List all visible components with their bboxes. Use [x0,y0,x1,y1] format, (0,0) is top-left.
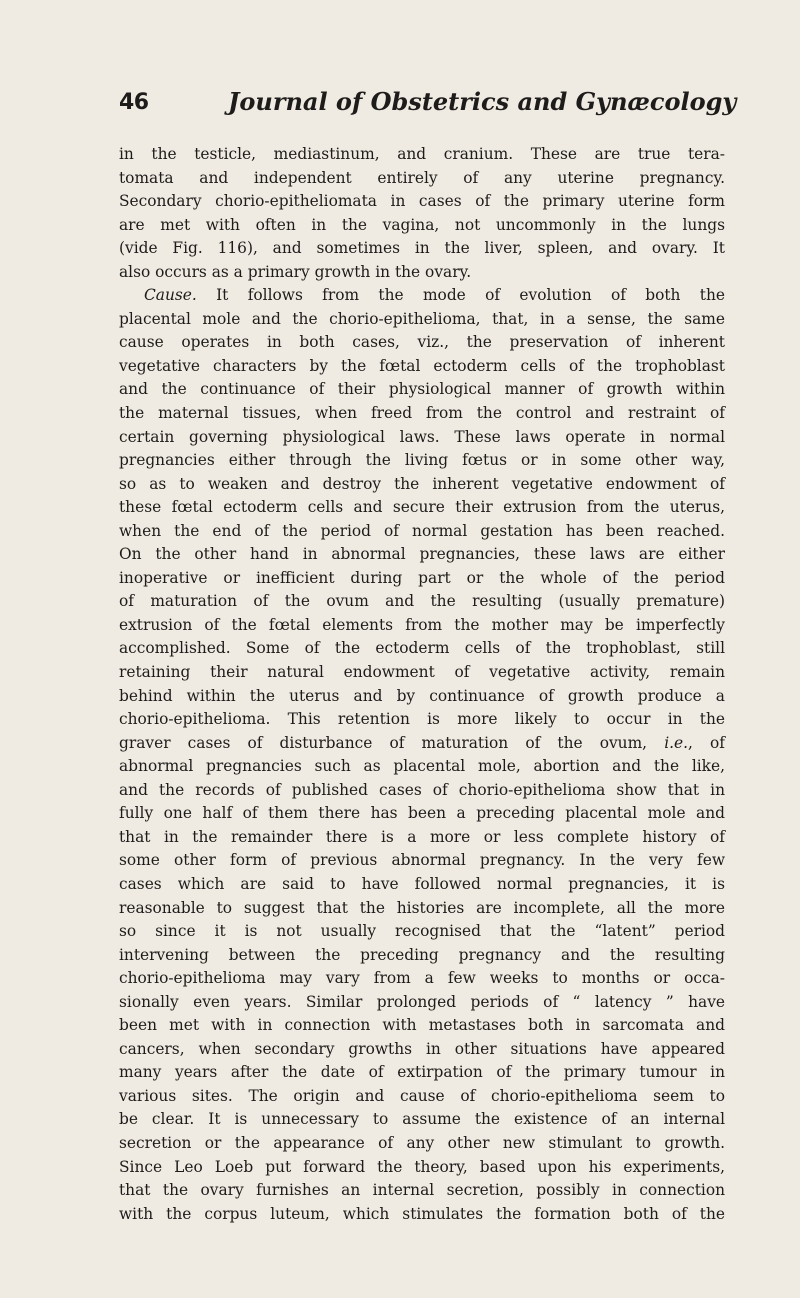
text-line: abnormal pregnancies such as placental mole, abortion and the like, [119,757,725,776]
text-line: certain governing physiological laws. These laws operate in normal [119,427,725,446]
paragraph-2 [119,284,725,1226]
text-line: vegetative characters by the fœtal ectoderm cells of the trophoblast [119,356,725,375]
text-line: these fœtal ectoderm cells and secure their extrusion from the uterus, [119,498,725,517]
text-line: the maternal tissues, when freed from the control and restraint of [119,404,725,423]
text-line: chorio-epithelioma. This retention is more likely to occur in the [119,710,725,729]
text-line: cause operates in both cases, viz., the preservation of inherent [119,333,725,352]
text-line: On the other hand in abnormal pregnancies, these laws are either [119,545,725,564]
text-line: so as to weaken and destroy the inherent vegetative endowment of [119,474,725,493]
text-line: accomplished. Some of the ectoderm cells of the trophoblast, still [119,639,725,658]
text-line: many years after the date of extirpation of the primary tumour in [119,1063,725,1082]
text-line: are met with often in the vagina, not uncommonly in the lungs [119,215,725,234]
text-line: also occurs as a primary growth in the ovary. [119,262,472,281]
paragraph-2-first-line [119,284,725,308]
text-line: with the corpus luteum, which stimulates the formation both of the [119,1204,725,1223]
text-line: so since it is not usually recognised that the “latent” period [119,922,725,941]
text-line: extrusion of the fœtal elements from the mother may be imperfectly [119,615,725,634]
text-line: secretion or the appearance of any other new stimulant to growth. [119,1133,725,1152]
text-line: that the ovary furnishes an internal secretion, possibly in connection [119,1181,725,1200]
text-line: (vide Fig. 116), and sometimes in the liver, spleen, and ovary. It [119,239,725,258]
text-line: in the testicle, mediastinum, and cranium. These are true tera- [119,145,725,163]
text-line: tomata and independent entirely of any uterine pregnancy. [119,168,725,187]
text-line: pregnancies either through the living fœtus or in some other way, [119,451,725,470]
text-line: and the records of published cases of chorio-epithelioma show that in [119,780,725,799]
text-line: sionally even years. Similar prolonged periods of “ latency ” have [119,992,725,1011]
running-title: Journal of Obstetrics and Gynæcology [228,87,737,116]
text-line: chorio-epithelioma may vary from a few weeks to months or occa- [119,969,725,988]
text-line [119,732,725,756]
page-number: 46 [119,90,149,115]
text-line: inoperative or inefficient during part or the whole of the period [119,568,725,587]
text-line: that in the remainder there is a more or less complete history of [119,827,725,846]
text-line: be clear. It is unnecessary to assume the existence of an internal [119,1110,725,1129]
text-line: It follows from the mode of evolution of both the [196,286,725,305]
text-line: various sites. The origin and cause of chorio-epithelioma seem to [119,1086,725,1105]
text-line: Since Leo Loeb put forward the theory, based upon his experiments, [119,1157,725,1176]
text-line: intervening between the preceding pregnancy and the resulting [119,945,725,964]
text-line: and the continuance of their physiological manner of growth within [119,380,725,399]
text-line: behind within the uterus and by continuance of growth produce a [119,686,725,705]
abbreviation-ie: i.e. [664,733,689,752]
text-line: cases which are said to have followed normal pregnancies, it is [119,874,725,893]
text-line: cancers, when secondary growths in other situations have appeared [119,1039,725,1058]
text-line: Secondary chorio-epitheliomata in cases of the primary uterine form [119,192,725,211]
text-fragment: , of [688,733,725,752]
body-text [119,143,725,1226]
section-heading-cause: Cause. [144,286,197,305]
text-fragment: graver cases of disturbance of maturation of the ovum, [119,733,665,752]
text-line: reasonable to suggest that the histories are incomplete, all the more [119,898,725,917]
text-line: fully one half of them there has been a preceding placental mole and [119,804,725,823]
page-header [0,88,800,124]
paragraph-1 [119,143,725,284]
text-line: of maturation of the ovum and the resulting (usually premature) [119,592,725,611]
text-line: placental mole and the chorio-epithelioma, that, in a sense, the same [119,309,725,328]
text-line: retaining their natural endowment of vegetative activity, remain [119,663,725,682]
text-line: some other form of previous abnormal pregnancy. In the very few [119,851,725,870]
text-line: when the end of the period of normal gestation has been reached. [119,521,725,540]
text-line: been met with in connection with metastases both in sarcomata and [119,1016,725,1035]
